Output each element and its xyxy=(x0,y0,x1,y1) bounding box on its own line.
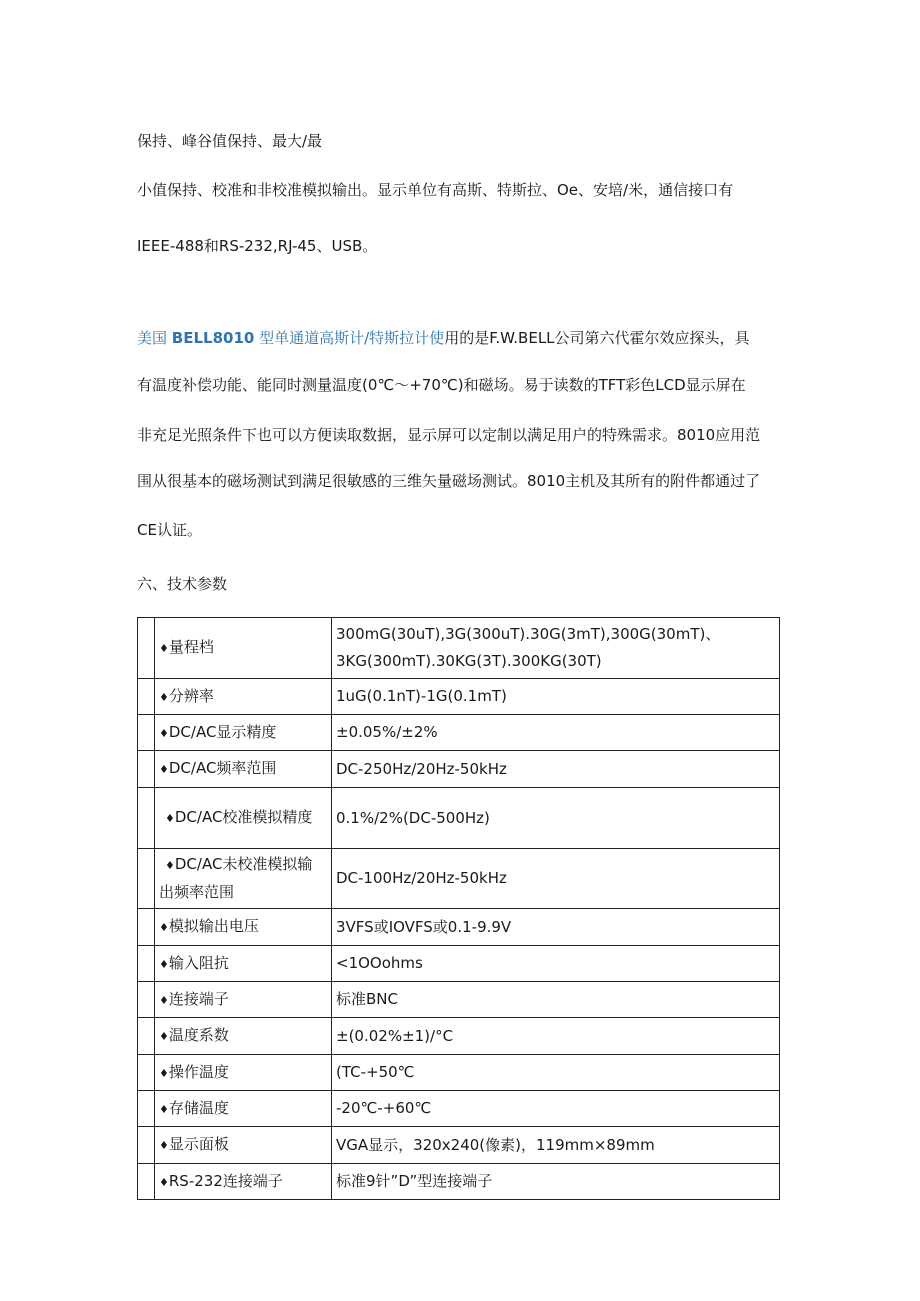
intro-line-2: 小值保持、校准和非校准模拟输出。显示单位有高斯、特斯拉、Oe、安培/米，通信接口有 xyxy=(137,181,734,199)
param-label: ♦DC/AC校准模拟精度 xyxy=(155,788,332,849)
param-value: DC-250Hz/20Hz-50kHz xyxy=(332,751,780,788)
param-label: ♦存储温度 xyxy=(155,1091,332,1127)
spacer-cell xyxy=(138,946,155,982)
diamond-bullet-icon: ♦ xyxy=(159,921,169,934)
paragraph-line-2: 有温度补偿功能、能同时测量温度(0℃～+70℃)和磁场。易于读数的TFT彩色LCD显示屏在 xyxy=(137,376,746,394)
table-row xyxy=(138,849,780,909)
param-value: 0.1%/2%(DC-500Hz) xyxy=(332,788,780,849)
spacer-cell xyxy=(138,715,155,751)
spacer-cell xyxy=(138,751,155,788)
diamond-bullet-icon: ♦ xyxy=(165,859,175,872)
table-row xyxy=(138,1055,780,1091)
spacer-cell xyxy=(138,618,155,679)
param-label: ♦操作温度 xyxy=(155,1055,332,1091)
link-suffix: 型单通道高斯计/特斯拉计使 xyxy=(259,329,445,347)
section-title: 六、技术参数 xyxy=(137,575,228,593)
spacer-cell xyxy=(138,1164,155,1200)
spacer-cell xyxy=(138,982,155,1018)
spacer-cell xyxy=(138,1055,155,1091)
diamond-bullet-icon: ♦ xyxy=(159,642,169,655)
param-label: ♦分辨率 xyxy=(155,679,332,715)
table-row xyxy=(138,1091,780,1127)
paragraph-line-1 xyxy=(137,328,750,348)
param-value: (TC-+50℃ xyxy=(332,1055,780,1091)
link-model: BELL8010 xyxy=(171,329,255,347)
spacer-cell xyxy=(138,1018,155,1055)
spacer-cell xyxy=(138,1091,155,1127)
table-row xyxy=(138,788,780,849)
paragraph-line-4: 围从很基本的磁场测试到满足很敏感的三维矢量磁场测试。8010主机及其所有的附件都通过了 xyxy=(137,472,761,490)
param-value: ±0.05%/±2% xyxy=(332,715,780,751)
param-value: -20℃-+60℃ xyxy=(332,1091,780,1127)
param-label: ♦连接端子 xyxy=(155,982,332,1018)
table-row xyxy=(138,909,780,946)
table-row xyxy=(138,1164,780,1200)
diamond-bullet-icon: ♦ xyxy=(159,1102,169,1116)
diamond-bullet-icon: ♦ xyxy=(159,957,169,971)
param-value: 标准9针”D”型连接端子 xyxy=(332,1164,780,1200)
param-label: ♦RS-232连接端子 xyxy=(155,1164,332,1200)
spacer-cell xyxy=(138,679,155,715)
table-row xyxy=(138,1127,780,1164)
table-row xyxy=(138,679,780,715)
diamond-bullet-icon: ♦ xyxy=(159,1175,169,1189)
diamond-bullet-icon: ♦ xyxy=(159,726,169,740)
param-label: ♦DC/AC频率范围 xyxy=(155,751,332,788)
param-value: 300mG(30uT),3G(300uT).30G(3mT),300G(30mT)、 3KG(300mT).30KG(3T).300KG(30T) xyxy=(332,618,780,679)
param-value: ±(0.02%±1)∕°C xyxy=(332,1018,780,1055)
param-label: ♦DC/AC未校准模拟输 出频率范围 xyxy=(155,849,332,909)
table-row xyxy=(138,946,780,982)
param-label: ♦量程档 xyxy=(155,618,332,679)
diamond-bullet-icon: ♦ xyxy=(159,1066,169,1080)
spacer-cell xyxy=(138,849,155,909)
param-label: ♦显示面板 xyxy=(155,1127,332,1164)
paragraph-line-1-rest: 用的是F.W.BELL公司第六代霍尔效应探头，具 xyxy=(444,329,750,347)
param-value: 1uG(0.1nT)-1G(0.1mT) xyxy=(332,679,780,715)
spacer-cell xyxy=(138,909,155,946)
table-row xyxy=(138,1018,780,1055)
param-value: DC-100Hz/20Hz-50kHz xyxy=(332,849,780,909)
diamond-bullet-icon: ♦ xyxy=(159,993,169,1007)
link-prefix: 美国 xyxy=(137,329,168,347)
param-label: ♦DC/AC显示精度 xyxy=(155,715,332,751)
paragraph-line-3: 非充足光照条件下也可以方便读取数据，显示屏可以定制以满足用户的特殊需求。8010应用范 xyxy=(137,426,761,444)
param-label: ♦温度系数 xyxy=(155,1018,332,1055)
param-label: ♦输入阻抗 xyxy=(155,946,332,982)
table-row xyxy=(138,751,780,788)
diamond-bullet-icon: ♦ xyxy=(159,763,169,776)
paragraph-line-5: CE认证。 xyxy=(137,521,202,539)
table-row xyxy=(138,715,780,751)
diamond-bullet-icon: ♦ xyxy=(165,812,175,825)
table-row xyxy=(138,982,780,1018)
intro-line-1: 保持、峰谷值保持、最大/最 xyxy=(137,132,323,150)
spec-table xyxy=(137,617,780,1200)
spacer-cell xyxy=(138,1127,155,1164)
param-value: VGA显示，320x240(像素)，119mm×89mm xyxy=(332,1127,780,1164)
product-link[interactable] xyxy=(137,329,444,347)
param-value: 3VFS或IOVFS或0.1-9.9V xyxy=(332,909,780,946)
intro-line-3: IEEE-488和RS-232,RJ-45、USB。 xyxy=(137,237,378,255)
diamond-bullet-icon: ♦ xyxy=(159,1030,169,1043)
param-value: <1OOohms xyxy=(332,946,780,982)
spacer-cell xyxy=(138,788,155,849)
diamond-bullet-icon: ♦ xyxy=(159,1139,169,1152)
table-row xyxy=(138,618,780,679)
param-value: 标准BNC xyxy=(332,982,780,1018)
param-label: ♦模拟输出电压 xyxy=(155,909,332,946)
diamond-bullet-icon: ♦ xyxy=(159,690,169,704)
